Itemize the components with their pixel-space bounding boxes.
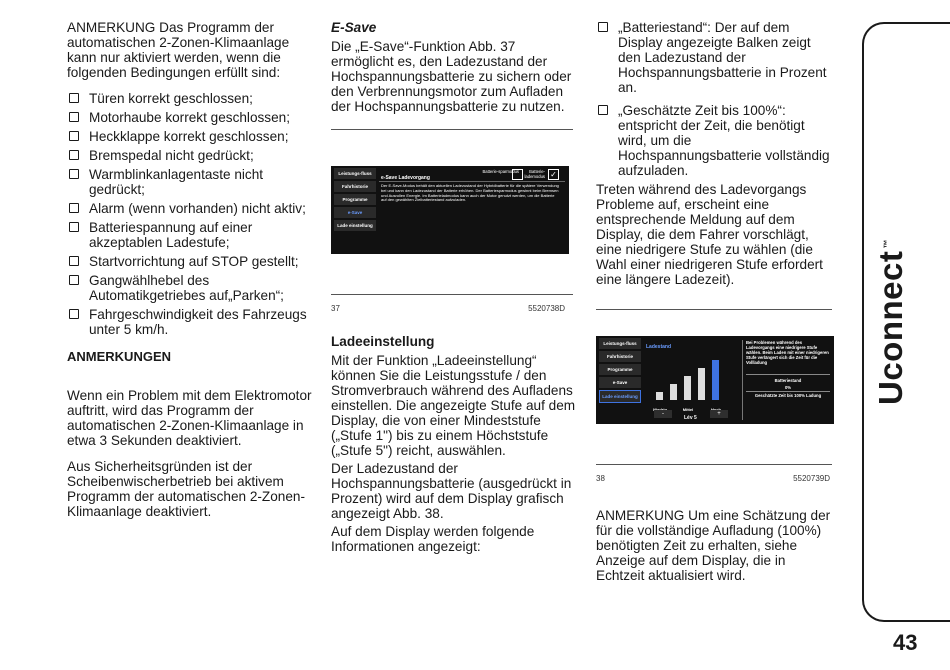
note-paragraph: Aus Sicherheitsgründen ist der Scheibenwischerbetrieb bei aktivem Programm der automatischen 2-Zonen-Klimaanlage deaktiviert.	[67, 459, 305, 519]
esave-paragraph: Die „E-Save“-Funktion Abb. 37 ermöglicht es, den Ladezustand der Hochspannungsbatterie zu sichern oder den Verbrennungsmotor zum Aufladen der Hochspannungsbatterie zu nutzen.	[331, 39, 572, 114]
checkbox-bullet-icon	[69, 275, 79, 285]
list-item: Heckklappe korrekt geschlossen;	[67, 129, 317, 144]
screen-divider	[746, 374, 830, 375]
figure-number: 38	[596, 474, 605, 483]
checkbox-bullet-icon	[598, 105, 608, 115]
level-bar	[698, 368, 705, 400]
figure-38-screen	[596, 336, 834, 424]
column-left	[67, 20, 317, 530]
screen-title: e-Save Ladevorgang	[381, 175, 430, 181]
ladeeinstellung-heading: Ladeeinstellung	[331, 334, 435, 349]
list-item: Warmblinkanlagentaste nicht gedrückt;	[67, 167, 317, 197]
figure-code: 5520739D	[793, 474, 830, 483]
screen-divider	[742, 340, 743, 420]
section-tab-label: Uconnect™	[872, 239, 909, 405]
level-bar	[656, 392, 663, 400]
checkbox-bullet-icon	[69, 309, 79, 319]
checkbox-bullet-icon	[69, 203, 79, 213]
checkbox-bullet-icon	[69, 150, 79, 160]
esave-heading: E-Save	[331, 20, 377, 35]
divider	[596, 464, 832, 465]
conditions-list	[67, 91, 317, 337]
screen-divider	[746, 391, 830, 392]
option-label: Batterie-sparmodus	[482, 169, 519, 174]
divider	[331, 294, 573, 295]
screen-side-menu	[599, 338, 641, 405]
note-paragraph: ANMERKUNG Um eine Schätzung der für die vollständige Aufladung (100%) benötigten Zeit zu erhalten, siehe Anzeige auf dem Display, die in Echtzeit aktualisiert wird.	[596, 508, 831, 583]
notes-heading: ANMERKUNGEN	[67, 349, 171, 364]
list-item: Startvorrichtung auf STOP gestellt;	[67, 254, 317, 269]
figure-caption	[331, 301, 565, 316]
checkbox-bullet-icon	[69, 131, 79, 141]
increase-level-button: +	[710, 410, 728, 418]
list-item: „Batteriestand“: Der auf dem Display angezeigte Balken zeigt den Ladezustand der Hochspannungsbatterie in Prozent an.	[596, 20, 836, 95]
list-item: Türen korrekt geschlossen;	[67, 91, 317, 106]
list-item: Alarm (wenn vorhanden) nicht aktiv;	[67, 201, 317, 216]
checkbox-bullet-icon	[598, 22, 608, 32]
info-list	[596, 20, 836, 178]
list-item: „Geschätzte Zeit bis 100%“: entspricht der Zeit, die benötigt wird, um die Hochspannungsbatterie vollständig aufzuladen.	[596, 103, 836, 178]
checkbox-bullet-icon	[69, 256, 79, 266]
checkmark-icon: ✓	[548, 169, 559, 180]
checkbox-bullet-icon	[69, 169, 79, 179]
menu-item: Programme	[334, 194, 376, 205]
list-item: Fahrgeschwindigkeit des Fahrzeugs unter 5 km/h.	[67, 307, 317, 337]
list-item: Motorhaube korrekt geschlossen;	[67, 110, 317, 125]
menu-item: Lade einstellung	[334, 220, 376, 231]
time-label: Geschätzte Zeit bis 100% Ladung	[754, 393, 822, 398]
menu-item: Leistungs-fluss	[334, 168, 376, 179]
bar-label: Mittel	[682, 407, 694, 412]
paragraph: Mit der Funktion „Ladeeinstellung“ können Sie die Leistungsstufe / den Stromverbrauch während des Aufladens einstellen. Die angezeigte Stufe auf dem Display, die von einer Mindeststufe („Stufe 1") bis zu einem Höchststufe („Stufe 5") reicht, auswählen.	[331, 353, 576, 458]
list-item: Gangwählhebel des Automatikgetriebes auf„Parken“;	[67, 273, 317, 303]
checkbox-bullet-icon	[69, 222, 79, 232]
problem-paragraph: Treten während des Ladevorgangs Probleme auf, erscheint eine entsprechende Meldung auf dem Display, die dem Fahrer vorschlägt, eine niedrigere Stufe zu wählen (die Wahl einer niedrigeren Stufe erfordert eine längere Ladezeit).	[596, 182, 823, 287]
menu-item: Leistungs-fluss	[599, 338, 641, 349]
screen-divider	[379, 181, 565, 182]
divider	[596, 309, 832, 310]
column-middle	[331, 20, 577, 565]
note-intro: ANMERKUNG Das Programm der automatischen 2-Zonen-Klimaanlage kann nur aktiviert werden, wenn die folgenden Bedingungen erfüllt sind:	[67, 20, 290, 80]
trademark-symbol: ™	[882, 239, 892, 249]
level-bar	[670, 384, 677, 400]
level-bar	[684, 376, 691, 400]
decrease-level-button: -	[654, 410, 672, 418]
paragraph: Der Ladezustand der Hochspannungsbatterie (ausgedrückt in Prozent) wird auf dem Display grafisch angezeigt Abb. 38.	[331, 461, 572, 521]
checkbox-icon	[512, 169, 523, 180]
list-item: Bremspedal nicht gedrückt;	[67, 148, 317, 163]
menu-item: Fahrhistorie	[334, 181, 376, 192]
battery-value: 0%	[784, 385, 792, 390]
figure-caption	[596, 471, 830, 486]
menu-item: Programme	[599, 364, 641, 375]
option-label: Batterie-lademodus	[524, 169, 545, 179]
level-bar	[712, 360, 719, 400]
level-value: Lév 5	[684, 415, 697, 421]
list-item: Batteriespannung auf einer akzeptablen Ladestufe;	[67, 220, 317, 250]
figure-37-screen	[331, 166, 569, 254]
figure-code: 5520738D	[528, 304, 565, 313]
divider	[331, 129, 573, 130]
screen-side-menu	[334, 168, 376, 233]
info-text: Bei Problemen während des Ladevorgangs eine niedrigere Stufe wählen. Beim Laden mit einer niedrigeren Stufe verlängert sich die Zeit für die Vollladung	[746, 340, 829, 365]
menu-item-active: Lade einstellung	[599, 390, 641, 403]
screen-title: Ladestand	[646, 344, 672, 350]
menu-item: Fahrhistorie	[599, 351, 641, 362]
page-number: 43	[893, 630, 918, 655]
checkbox-bullet-icon	[69, 112, 79, 122]
paragraph: Auf dem Display werden folgende Informationen angezeigt:	[331, 524, 535, 554]
figure-number: 37	[331, 304, 340, 313]
battery-label: Batteriestand	[774, 378, 802, 383]
menu-item-active: e-Save	[334, 207, 376, 218]
column-right	[596, 20, 836, 594]
note-paragraph: Wenn ein Problem mit dem Elektromotor auftritt, wird das Programm der automatischen 2-Zonen-Klimaanlage in etwa 3 Sekunden deaktiviert.	[67, 388, 312, 448]
menu-item: e-Save	[599, 377, 641, 388]
screen-description: Der E-Save-Modus behält den aktuellen Ladezustand der Hybridbatterie für die spätere Verwendung bei und kann den Ladezustand der Batterie erhöhen. Der Batteriesparmodus gewinnt beim Bremsen und Ausrollen Energie. Im Batterieladmodus kann auch der Motor genutzt werden, um die Batterie auf den gewählten Zielbatteriestand aufzuladen.	[381, 183, 559, 203]
checkbox-bullet-icon	[69, 93, 79, 103]
